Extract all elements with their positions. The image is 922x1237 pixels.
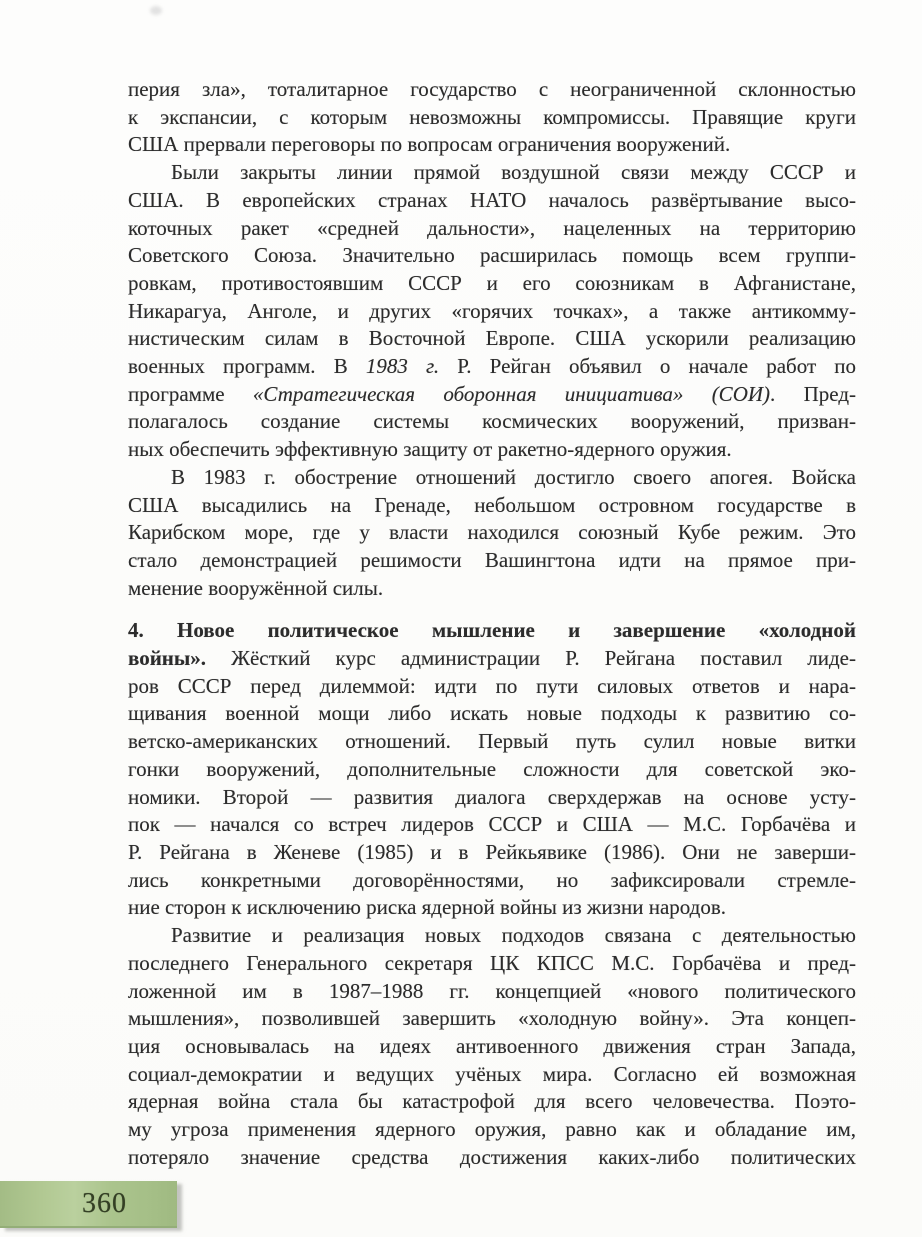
body-text: му угроза применения ядерного оружия, равно как и обладание им, [128, 1117, 856, 1142]
body-text: ров СССР перед дилеммой: идти по пути силовых ответов и нара- [128, 673, 856, 698]
text-line [128, 645, 856, 673]
text-line [128, 867, 856, 895]
text-line [128, 728, 856, 756]
text-line [128, 242, 856, 270]
text-line [128, 1088, 856, 1116]
text-line [128, 700, 856, 728]
text-line [128, 756, 856, 784]
text-line [128, 519, 856, 547]
text-line [128, 1033, 856, 1061]
body-text: ция основывалась на идеях антивоенного движения стран Запада, [128, 1033, 856, 1058]
body-text: Карибском море, где у власти находился союзный Кубе режим. Это [128, 520, 856, 545]
text-line [128, 894, 856, 922]
body-text: щивания военной мощи либо искать новые подходы к развитию со- [128, 701, 856, 726]
bold-text: войны». [128, 646, 207, 671]
text-line [128, 1061, 856, 1089]
text-line [128, 784, 856, 812]
body-text: ядерная война стала бы катастрофой для всего человечества. Поэто- [128, 1089, 856, 1114]
text-line [128, 575, 856, 603]
body-text: потеряло значение средства достижения каких-либо политических [128, 1144, 856, 1169]
text-line [128, 1144, 856, 1172]
text-line [128, 270, 856, 298]
body-text: последнего Генерального секретаря ЦК КПСС М.С. Горбачёва и пред- [128, 950, 856, 975]
text-line [128, 617, 856, 645]
text-line [128, 950, 856, 978]
paragraph [128, 922, 856, 1171]
body-text: программе [128, 381, 253, 406]
text-line [128, 1005, 856, 1033]
text-line [128, 131, 856, 159]
body-text: Никарагуа, Анголе, и других «горячих точках», а также антикомму- [128, 298, 856, 323]
body-text: США прервали переговоры по вопросам ограничения вооружений. [128, 132, 731, 157]
body-text: Развитие и реализация новых подходов связана с деятельностью [171, 923, 856, 948]
body-text: ложенной им в 1987–1988 гг. концепцией «нового политического [128, 978, 856, 1003]
body-text: ветско-американских отношений. Первый путь сулил новые витки [128, 729, 856, 754]
body-text: менение вооружённой силы. [128, 575, 384, 600]
text-line [128, 104, 856, 132]
body-text: ровкам, противостоявшим СССР и его союзникам в Афганистане, [128, 270, 856, 295]
body-text: нистическим силам в Восточной Европе. США ускорили реализацию [128, 326, 856, 351]
text-line [128, 978, 856, 1006]
text-line [128, 811, 856, 839]
body-text: перия зла», тоталитарное государство с неограниченной склонностью [128, 77, 856, 101]
text-line [128, 298, 856, 326]
italic-text: «Стратегическая оборонная инициатива» (СОИ) [252, 381, 771, 406]
body-text: социал-демократии и ведущих учёных мира. Согласно ей возможная [128, 1061, 856, 1086]
text-line [128, 1116, 856, 1144]
body-text: Р. Рейгана в Женеве (1985) и в Рейкьявике (1986). Они не заверши- [128, 839, 856, 864]
paragraph [128, 617, 856, 922]
paragraph [128, 159, 856, 464]
page-number-badge [0, 1181, 177, 1228]
body-text: Жёсткий курс администрации Р. Рейгана поставил лиде- [206, 646, 856, 671]
text-line [128, 408, 856, 436]
bold-text: 4. Новое политическое мышление и завершение «холодной [128, 618, 856, 643]
italic-text: 1983 г. [365, 354, 440, 379]
body-text: . Пред- [770, 381, 856, 406]
body-text: Были закрыты линии прямой воздушной связи между СССР и [171, 160, 856, 185]
text-line [128, 547, 856, 575]
body-text: Советского Союза. Значительно расширилась помощь всем группи- [128, 243, 856, 268]
body-text: ных обеспечить эффективную защиту от ракетно-ядерного оружия. [128, 437, 732, 462]
text-line [128, 76, 856, 104]
text-line [128, 187, 856, 215]
text-line [128, 436, 856, 464]
text-line [128, 381, 856, 409]
text-line [128, 215, 856, 243]
text-line [128, 922, 856, 950]
body-text: В 1983 г. обострение отношений достигло своего апогея. Войска [171, 464, 856, 489]
paragraph [128, 76, 856, 159]
paragraph [128, 464, 856, 603]
body-text: США высадились на Гренаде, небольшом островном государстве в [128, 492, 856, 517]
body-text: гонки вооружений, дополнительные сложности для советской эко- [128, 756, 856, 781]
body-text: Р. Рейган объявил о начале работ по [439, 354, 856, 379]
text-line [128, 839, 856, 867]
body-text: лись конкретными договорённостями, но зафиксировали стремле- [128, 867, 856, 892]
text-line [128, 159, 856, 187]
text-line [128, 464, 856, 492]
text-line [128, 492, 856, 520]
text-line [128, 673, 856, 701]
body-text: полагалось создание системы космических вооружений, призван- [128, 409, 856, 434]
body-text: к экспансии, с которым невозможны компромиссы. Правящие круги [128, 104, 856, 129]
body-text: стало демонстрацией решимости Вашингтона идти на прямое при- [128, 547, 856, 572]
page-number: 360 [82, 1187, 127, 1219]
body-text: коточных ракет «средней дальности», нацеленных на территорию [128, 215, 856, 240]
body-text: США. В европейских странах НАТО началось развёртывание высо- [128, 187, 856, 212]
body-text: мышления», позволившей завершить «холодную войну». Эта концеп- [128, 1006, 856, 1031]
text-line [128, 325, 856, 353]
body-text: ние сторон к исключению риска ядерной войны из жизни народов. [128, 895, 727, 920]
scan-artifact-dot [150, 6, 162, 15]
text-block [128, 76, 856, 1171]
text-line [128, 353, 856, 381]
body-text: пок — начался со встреч лидеров СССР и США — М.С. Горбачёва и [128, 812, 856, 837]
body-text: военных программ. В [128, 354, 366, 379]
body-text: номики. Второй — развития диалога сверхдержав на основе усту- [128, 784, 856, 809]
